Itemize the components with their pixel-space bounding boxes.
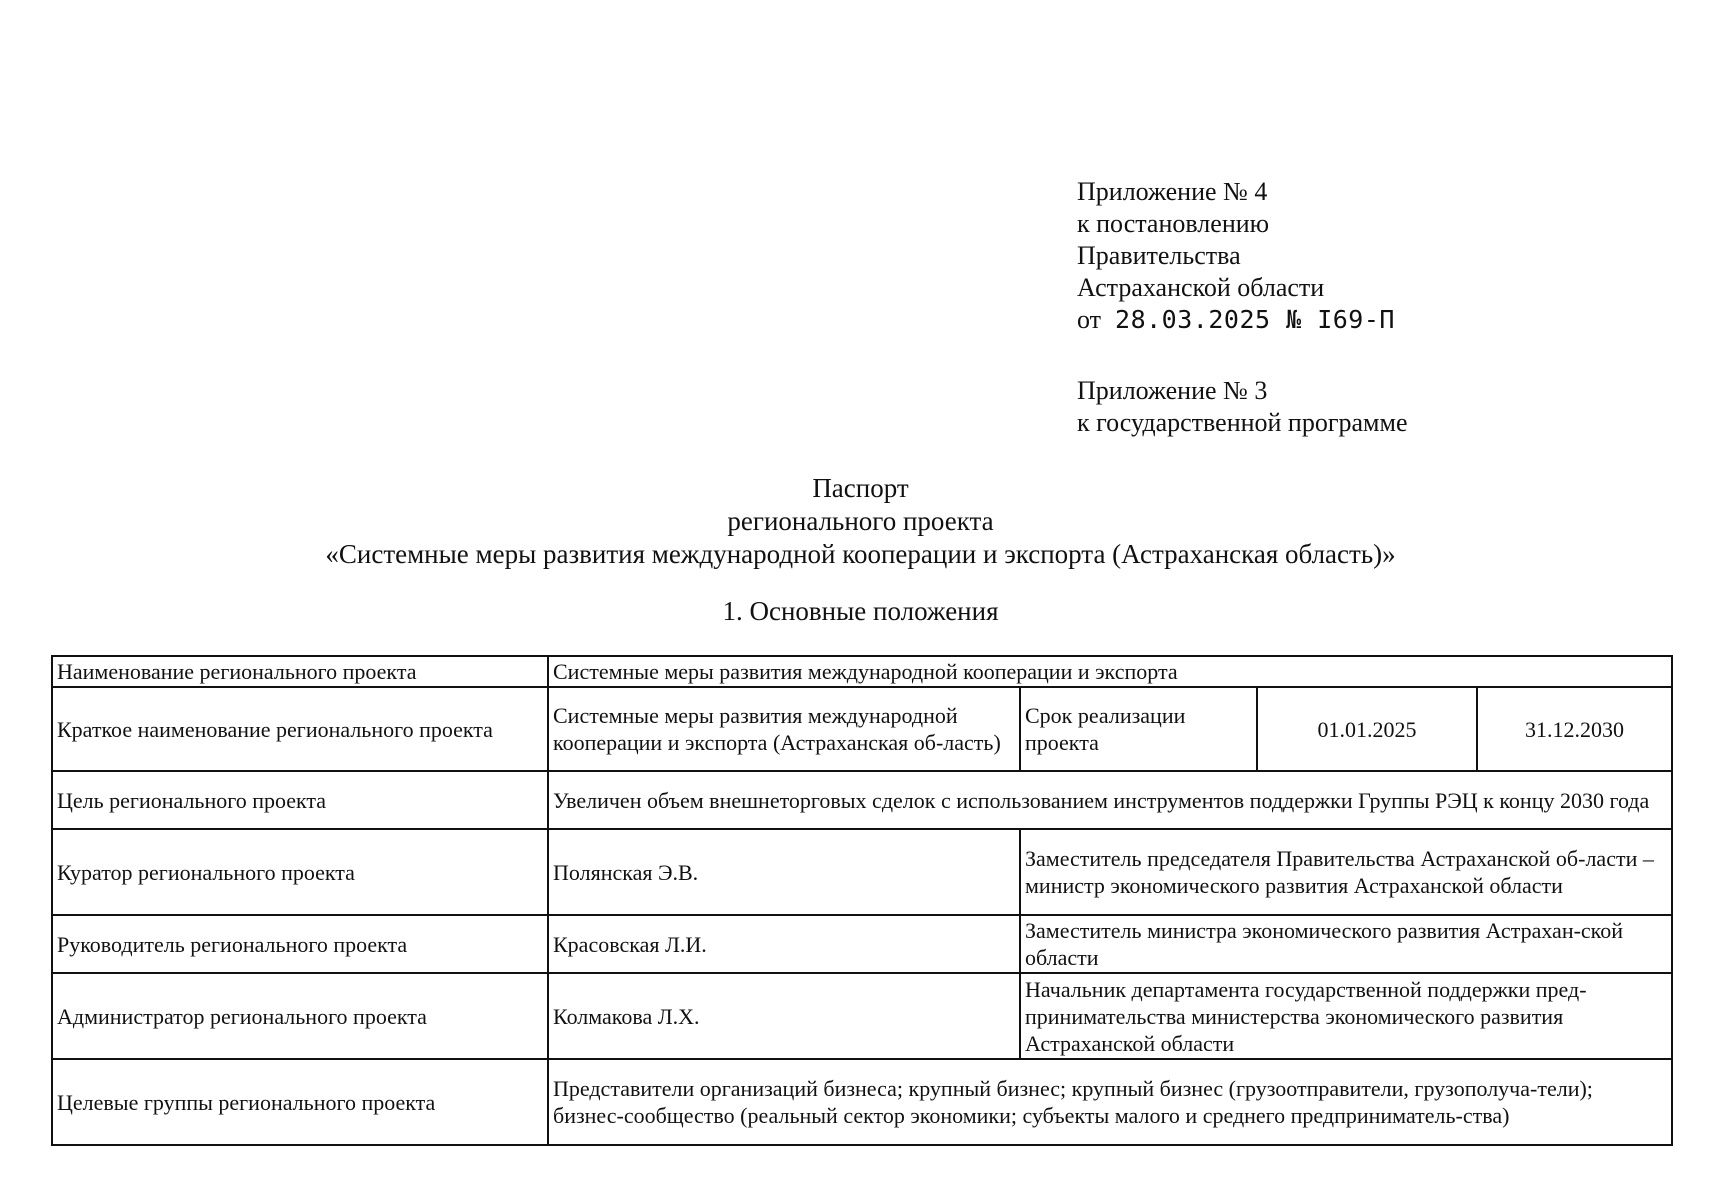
cell-head-label: Руководитель регионального проекта (52, 915, 548, 973)
cell-short-value: Системные меры развития международной кооперации и экспорта (Астраханская об-ласть) (548, 687, 1020, 771)
appendix-4-line4: Астраханской области (1077, 273, 1325, 302)
appendix-4-date-line (1077, 304, 1395, 336)
table-row-short-name (52, 687, 1672, 771)
cell-name-value: Системные меры развития международной кооперации и экспорта (548, 656, 1672, 687)
cell-short-label: Краткое наименование регионального проекта (52, 687, 548, 771)
cell-curator-position: Заместитель председателя Правительства Астраханской об-ласти – министр экономического развития Астраханской области (1020, 829, 1672, 915)
cell-goal-label: Цель регионального проекта (52, 771, 548, 829)
document-heading (0, 472, 1721, 571)
cell-head-name: Красовская Л.И. (548, 915, 1020, 973)
table-row-curator (52, 829, 1672, 915)
table-row-name (52, 656, 1672, 687)
cell-term-label: Срок реализации проекта (1020, 687, 1257, 771)
cell-groups-value: Представители организаций бизнеса; крупный бизнес; крупный бизнес (грузоотправители, грузополуча-тели); бизнес-сообщество (реальный сектор экономики; субъекты малого и среднего предприниматель-ства) (548, 1059, 1672, 1145)
appendix-3-title: Приложение № 3 (1077, 376, 1268, 405)
cell-goal-value: Увеличен объем внешнеторговых сделок с использованием инструментов поддержки Группы РЭЦ к концу 2030 года (548, 771, 1672, 829)
cell-curator-name: Полянская Э.В. (548, 829, 1020, 915)
appendix-3-line2: к государственной программе (1077, 408, 1408, 437)
appendix-3-block (1077, 375, 1408, 439)
cell-term-end: 31.12.2030 (1477, 687, 1672, 771)
cell-term-start: 01.01.2025 (1257, 687, 1477, 771)
appendix-4-line2: к постановлению (1077, 209, 1270, 238)
appendix-4-line3: Правительства (1077, 241, 1241, 270)
section-title: 1. Основные положения (722, 596, 999, 626)
date-prefix: от (1077, 305, 1102, 334)
appendix-4-block (1077, 176, 1395, 336)
passport-table (51, 655, 1673, 1146)
table-row-head (52, 915, 1672, 973)
date-number-stamp: 28.03.2025 № I69-П (1115, 305, 1395, 334)
table-row-goal (52, 771, 1672, 829)
cell-head-position: Заместитель министра экономического развития Астрахан-ской области (1020, 915, 1672, 973)
heading-project-name: «Системные меры развития международной кооперации и экспорта (Астраханская область)» (325, 539, 1396, 569)
cell-name-label: Наименование регионального проекта (52, 656, 548, 687)
cell-curator-label: Куратор регионального проекта (52, 829, 548, 915)
cell-admin-name: Колмакова Л.Х. (548, 973, 1020, 1059)
cell-admin-position: Начальник департамента государственной поддержки пред-принимательства министерства экономического развития Астраханской области (1020, 973, 1672, 1059)
heading-passport: Паспорт (812, 473, 909, 503)
heading-subtitle: регионального проекта (727, 506, 994, 536)
cell-groups-label: Целевые группы регионального проекта (52, 1059, 548, 1145)
cell-admin-label: Администратор регионального проекта (52, 973, 548, 1059)
table-row-admin (52, 973, 1672, 1059)
table-row-target-groups (52, 1059, 1672, 1145)
appendix-4-title: Приложение № 4 (1077, 177, 1268, 206)
